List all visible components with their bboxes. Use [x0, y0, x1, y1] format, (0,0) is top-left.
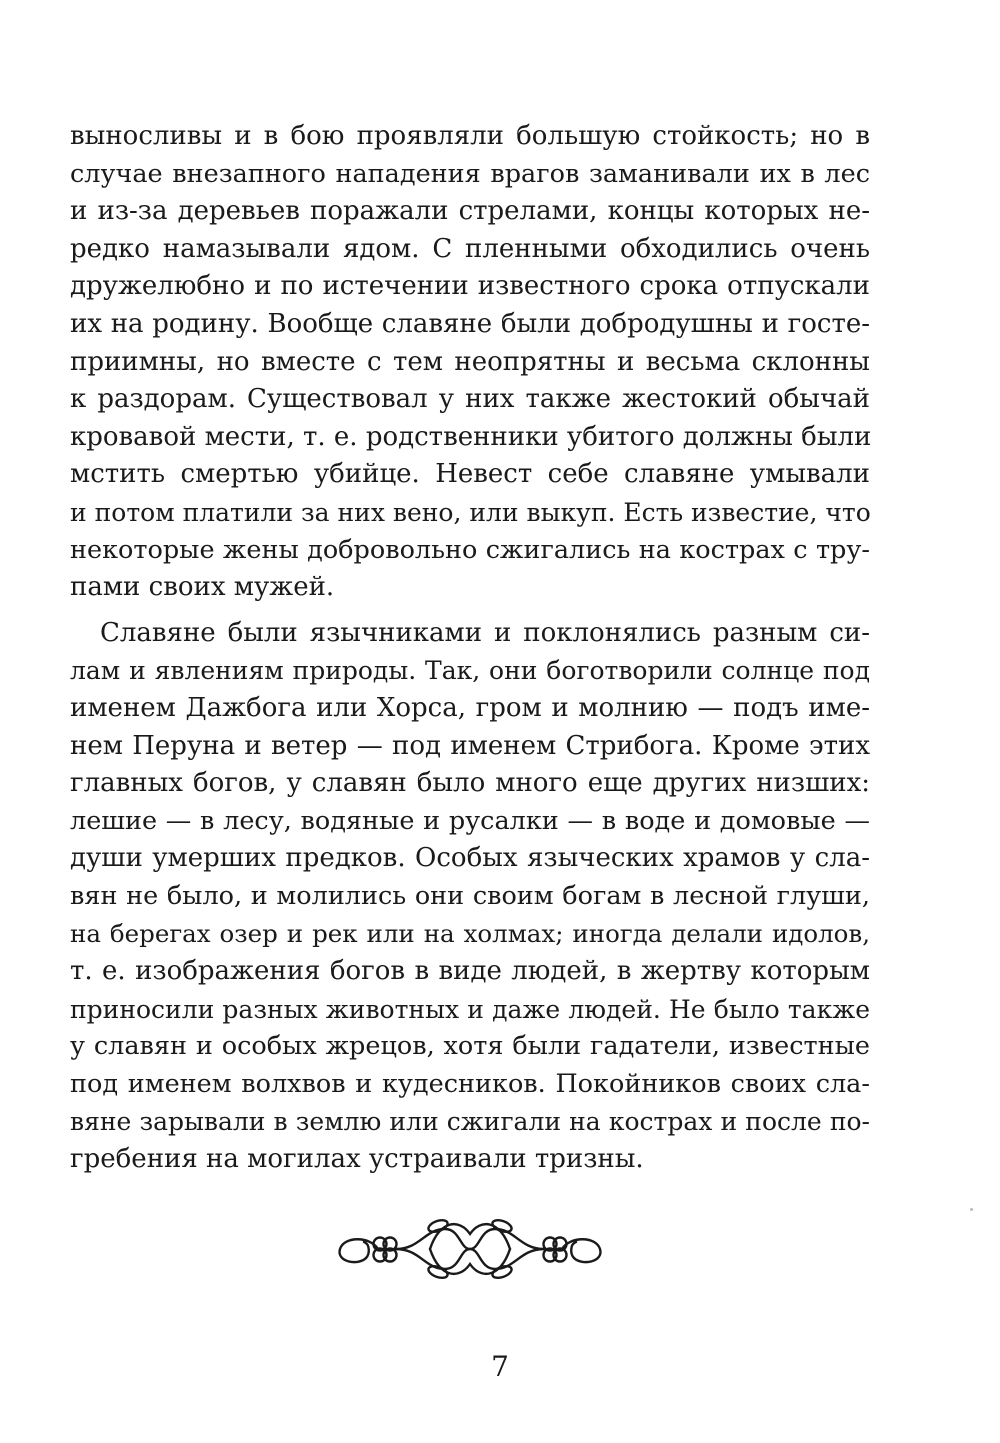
text-line: мстить смертью убийце. Невест себе славяне умывали	[70, 459, 870, 490]
text-line: вян не было, и молились они своим богам в лесной глуши,	[70, 880, 870, 911]
body-text	[70, 118, 870, 1179]
text-line: лешие — в лесу, водяные и русалки — в воде и домовые —	[70, 805, 870, 836]
text-line: и потом платили за них вено, или выкуп. Есть известие, что	[70, 497, 871, 527]
text-line: выносливы и в бою проявляли большую стойкость; но в	[70, 121, 870, 151]
text-line: приимны, но вместе с тем неопрятны и весьма склонны	[70, 346, 870, 377]
text-line: пами своих мужей.	[70, 572, 335, 603]
text-line: некоторые жены добровольно сжигались на кострах с тру-	[70, 534, 870, 565]
paragraph	[70, 615, 870, 1179]
text-line: Славяне были язычниками и поклонялись разным си-	[100, 617, 870, 648]
decorative-flourish-icon	[330, 1214, 610, 1284]
text-line: души умерших предков. Особых языческих храмов у сла-	[70, 843, 870, 874]
text-line: лам и явлениям природы. Так, они боготворили солнце под	[70, 656, 870, 686]
text-line: гребения на могилах устраивали тризны.	[70, 1144, 644, 1175]
page-number: 7	[491, 1350, 509, 1383]
text-line: их на родину. Вообще славяне были добродушны и госте-	[70, 308, 870, 339]
text-line: под именем волхвов и кудесников. Покойников своих сла-	[70, 1068, 870, 1099]
text-line: нем Перуна и ветер — под именем Стрибога. Кроме этих	[70, 730, 870, 761]
text-line: вяне зарывали в землю или сжигали на кострах и после по-	[70, 1107, 870, 1137]
text-line: главных богов, у славян было много еще других низших:	[70, 768, 870, 799]
text-line: у славян и особых жрецов, хотя были гадатели, известные	[70, 1031, 870, 1062]
paragraph	[70, 118, 870, 607]
text-line: и из-за деревьев поражали стрелами, концы которых не-	[70, 196, 870, 227]
text-line: кровавой мести, т. е. родственники убитого должны были	[70, 421, 872, 452]
text-line: дружелюбно и по истечении известного срока отпускали	[70, 271, 870, 302]
paragraph-gap	[70, 607, 870, 615]
text-line: именем Дажбога или Хорса, гром и молнию — подъ име-	[70, 692, 870, 723]
text-line: редко намазывали ядом. С пленными обходились очень	[70, 233, 870, 264]
text-line: т. е. изображения богов в виде людей, в жертву которым	[70, 956, 870, 987]
text-line: на берегах озер и рек или на холмах; иногда делали идолов,	[70, 919, 870, 949]
text-line: случае внезапного нападения врагов заманивали их в лес	[70, 158, 870, 189]
scan-speck	[970, 1208, 973, 1211]
text-line: приносили разных животных и даже людей. Не было также	[70, 994, 870, 1024]
text-line: к раздорам. Существовал у них также жестокий обычай	[70, 384, 870, 415]
